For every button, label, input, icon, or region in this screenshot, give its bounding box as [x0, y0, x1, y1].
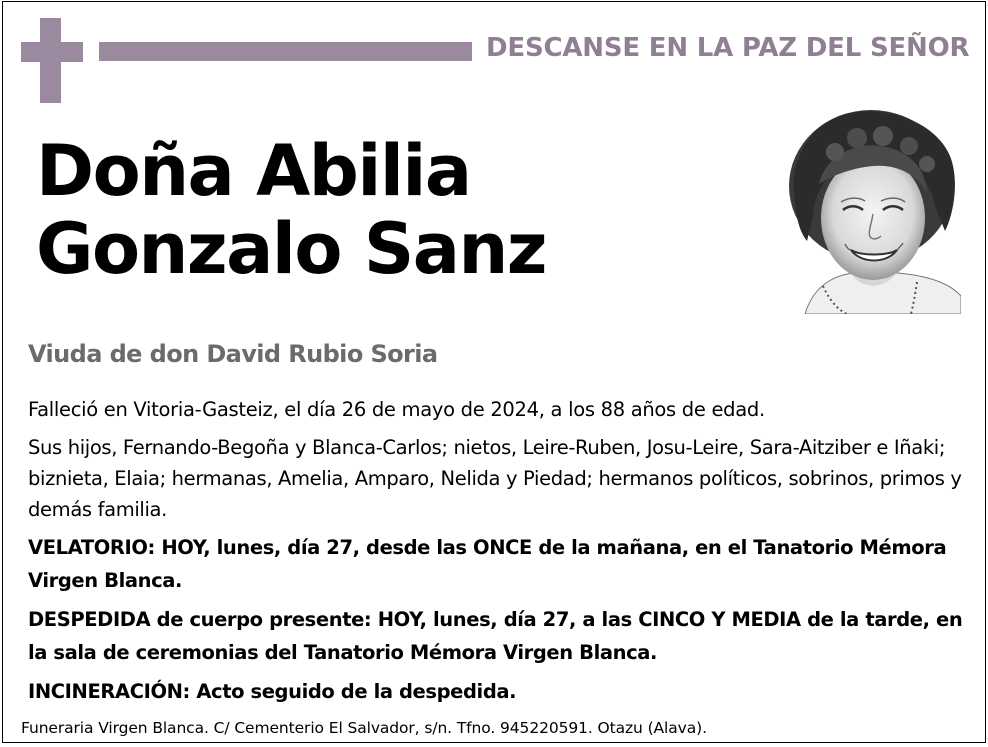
header-rule	[99, 42, 472, 61]
obituary-notice	[2, 1, 986, 743]
death-notice: Falleció en Vitoria-Gasteiz, el día 26 de mayo de 2024, a los 88 años de edad.	[28, 398, 765, 421]
cross-icon-arm	[21, 42, 83, 62]
deceased-name	[36, 132, 756, 288]
notice-body	[28, 394, 968, 714]
family-list: Sus hijos, Fernando-Begoña y Blanca-Carlos; nietos, Leire-Ruben, Josu-Leire, Sara-Aitziber e Iñaki; biznieta, Elaia; hermanas, Amelia, Amparo, Nelida y Piedad; hermanos políticos, sobrinos, primos y demás familia.	[28, 436, 962, 521]
funeral-home-footer: Funeraria Virgen Blanca. C/ Cementerio El Salvador, s/n. Tfno. 945220591. Otazu (Alava).	[21, 719, 707, 737]
incineracion-info: INCINERACIÓN: Acto seguido de la despedida.	[28, 680, 517, 703]
despedida-info: DESPEDIDA de cuerpo presente: HOY, lunes, día 27, a las CINCO Y MEDIA de la tarde, en la sala de ceremonias del Tanatorio Mémora Virgen Blanca.	[28, 608, 963, 664]
name-line-2: Gonzalo Sanz	[36, 208, 547, 290]
name-line-1: Doña Abilia	[36, 130, 471, 212]
portrait-photo	[785, 106, 961, 314]
velatorio-info: VELATORIO: HOY, lunes, día 27, desde las ONCE de la mañana, en el Tanatorio Mémora Virgen Blanca.	[28, 536, 947, 592]
header-title: DESCANSE EN LA PAZ DEL SEÑOR	[486, 33, 970, 63]
subtitle-widow-of: Viuda de don David Rubio Soria	[28, 340, 438, 368]
